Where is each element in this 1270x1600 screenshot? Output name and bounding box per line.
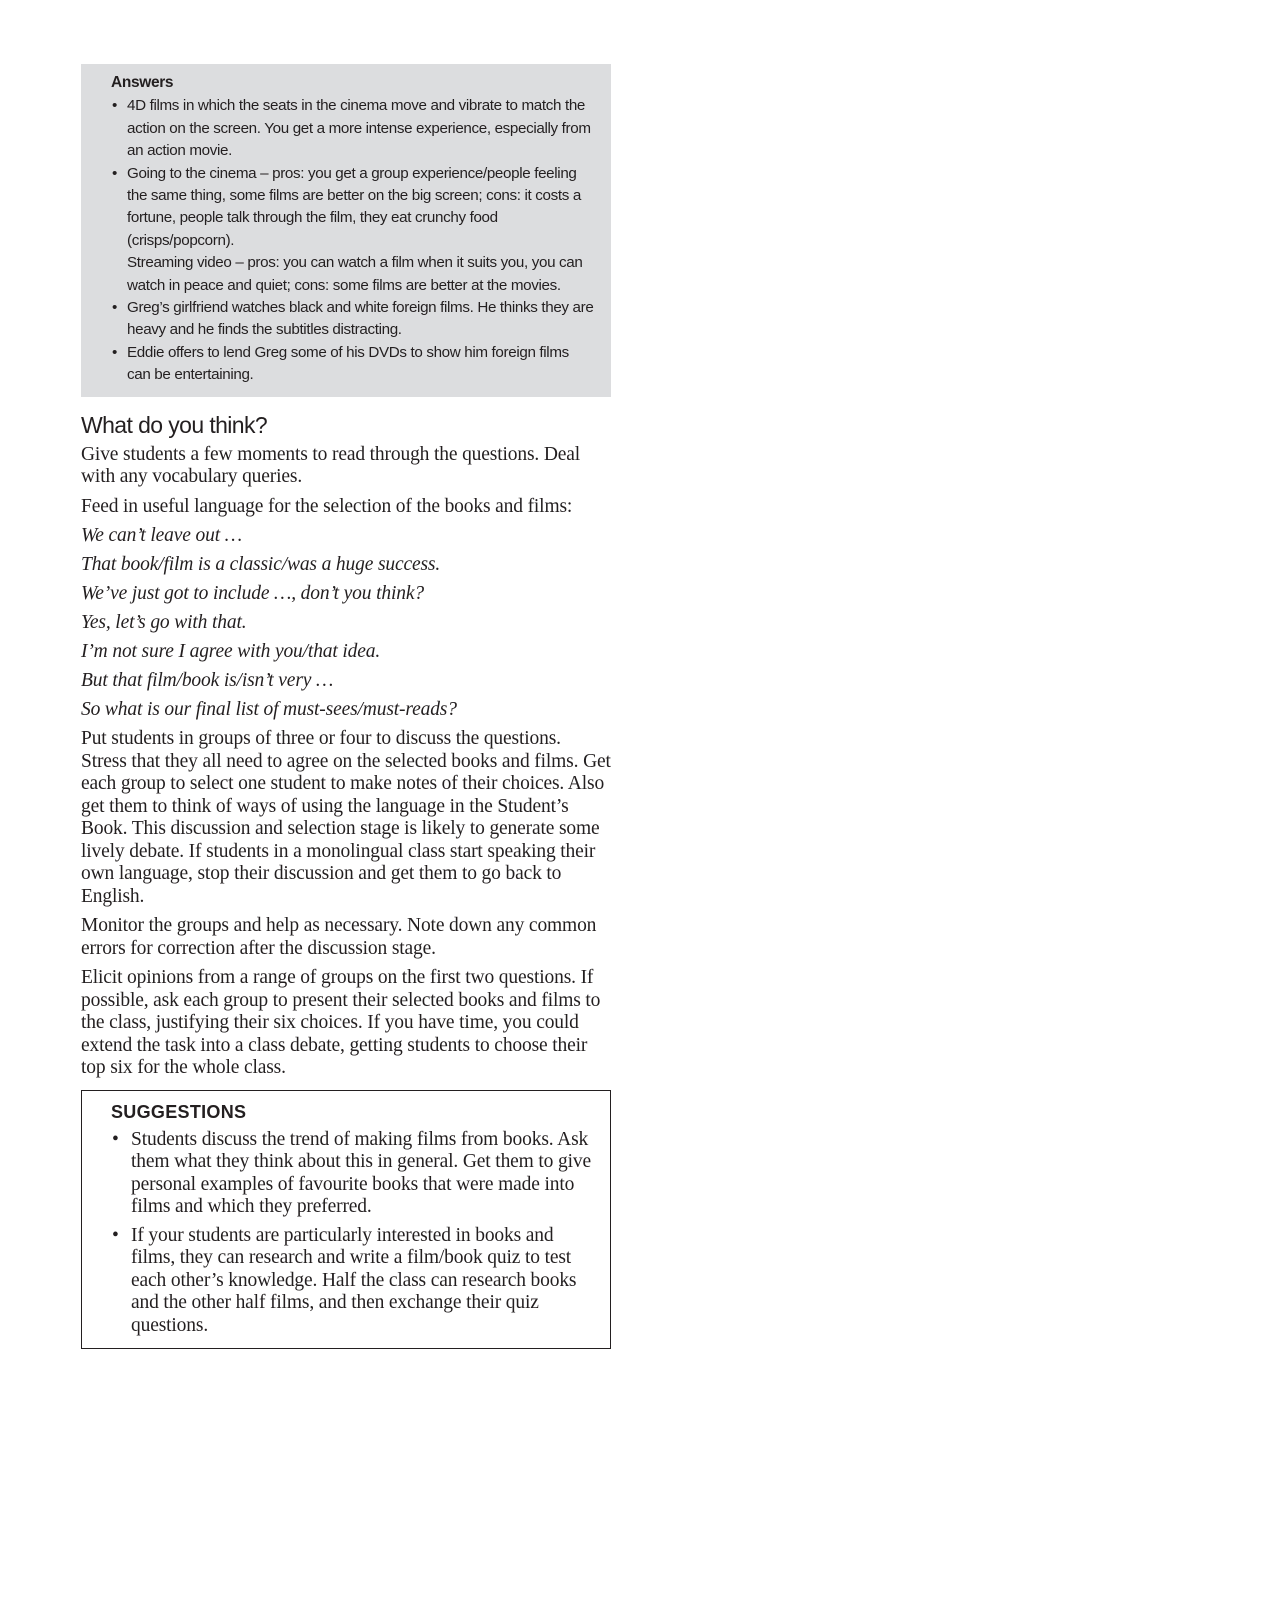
body-paragraph: Put students in groups of three or four to discuss the questions. Stress that they all need to agree on the selected books and films. Get each group to select one student to make notes of their choices. Also get them to think of ways of using the language in the Student’s Book. This discussion and selection stage is likely to generate some lively debate. If students in a monolingual class start speaking their own language, stop their discussion and get them to go back to English.	[81, 728, 611, 907]
answers-item-continuation: Streaming video – pros: you can watch a film when it suits you, you can watch in peace and quiet; cons: some films are better at the movies.	[127, 254, 583, 294]
useful-phrase: But that film/book is/isn’t very …	[81, 670, 334, 692]
suggestion-item: • If your students are particularly interested in books and films, they can research and write a film/book quiz to test each other’s knowledge. Half the class can research books and the other half films, and then exchange their quiz questions.	[111, 1225, 594, 1338]
answers-item-text: Going to the cinema – pros: you get a group experience/people feeling the same thing, some films are better on the big screen; cons: it costs a fortune, people talk through the film, they eat crunchy food (crisps/popcorn).	[127, 164, 581, 249]
suggestions-list	[111, 1129, 594, 1338]
useful-phrase: That book/film is a classic/was a huge success.	[81, 554, 441, 576]
suggestions-box	[81, 1090, 611, 1350]
answers-title: Answers	[111, 74, 174, 91]
body-paragraph: Give students a few moments to read through the questions. Deal with any vocabulary queries.	[81, 443, 581, 488]
answers-item: • 4D films in which the seats in the cinema move and vibrate to match the action on the screen. You get a more intense experience, especially from an action movie.	[111, 95, 595, 162]
body-paragraph: Monitor the groups and help as necessary. Note down any common errors for correction after the discussion stage.	[81, 915, 597, 959]
answers-item: • Eddie offers to lend Greg some of his DVDs to show him foreign films can be entertaining.	[111, 342, 595, 387]
answers-item: • Greg’s girlfriend watches black and white foreign films. He thinks they are heavy and he finds the subtitles distracting.	[111, 297, 595, 342]
useful-phrase: We can’t leave out …	[81, 525, 242, 547]
body-paragraph: Elicit opinions from a range of groups on the first two questions. If possible, ask each group to present their selected books and films to the class, justifying their six choices. If you have time, you could extend the task into a class debate, getting students to choose their top six for the whole class.	[81, 967, 601, 1079]
section-body	[81, 444, 611, 1080]
main-column	[81, 64, 611, 1349]
answers-item	[111, 163, 595, 297]
suggestions-title: SUGGESTIONS	[111, 1101, 247, 1122]
useful-phrase: Yes, let’s go with that.	[81, 612, 247, 634]
body-paragraph: Feed in useful language for the selection of the books and films:	[81, 495, 573, 517]
useful-phrase: So what is our final list of must-sees/must-reads?	[81, 699, 457, 721]
answers-list	[111, 95, 595, 386]
useful-phrase: I’m not sure I agree with you/that idea.	[81, 641, 381, 663]
useful-phrase: We’ve just got to include …, don’t you think?	[81, 583, 424, 605]
useful-language-list	[81, 525, 611, 721]
answers-box	[81, 64, 611, 397]
suggestion-item: • Students discuss the trend of making films from books. Ask them what they think about this in general. Get them to give personal examples of favourite books that were made into films and which they preferred.	[111, 1129, 594, 1219]
section-heading: What do you think?	[81, 411, 268, 438]
